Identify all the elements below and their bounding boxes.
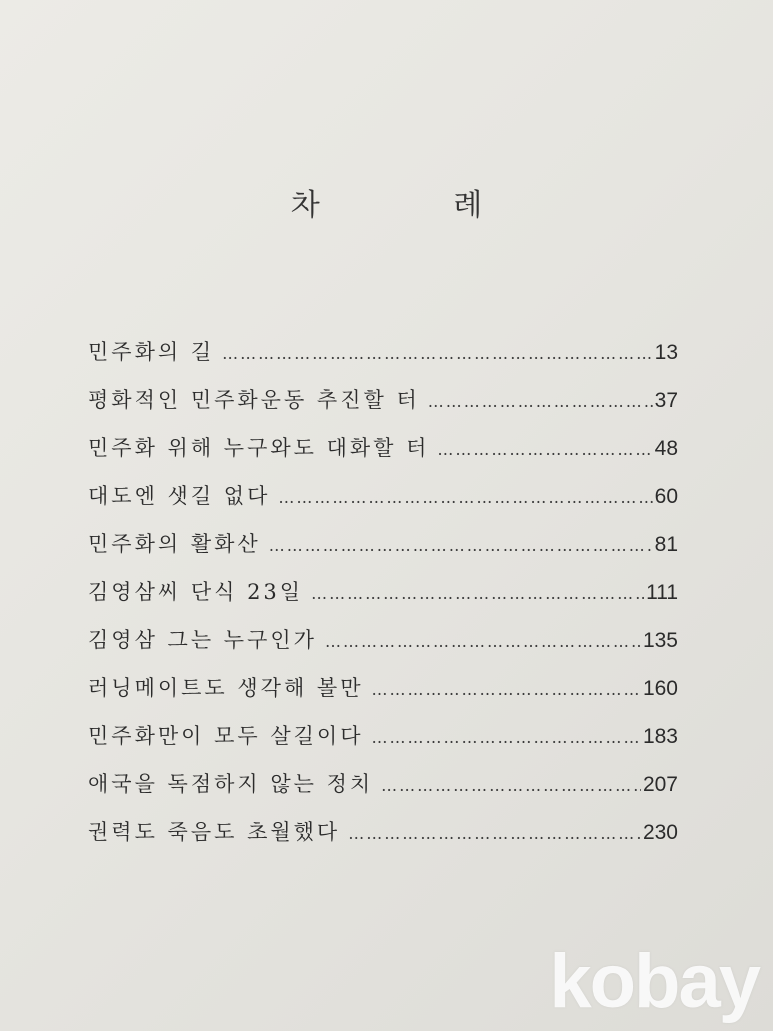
toc-entry-page: 13 bbox=[654, 341, 678, 364]
toc-entry-title: 민주화의 길 bbox=[88, 340, 215, 364]
page-title: 차 례 bbox=[290, 188, 545, 223]
toc-leader-dots bbox=[428, 392, 653, 411]
toc-leader-dots bbox=[311, 584, 644, 603]
toc-entry-title: 김영삼 그는 누구인가 bbox=[88, 628, 317, 652]
toc-entry-page: 207 bbox=[642, 773, 678, 796]
toc-leader-dots bbox=[222, 344, 653, 363]
toc-entry bbox=[88, 720, 678, 768]
toc-leader-dots bbox=[348, 824, 641, 843]
watermark-logo: kobay bbox=[549, 939, 759, 1024]
toc-entry-title: 권력도 죽음도 초월했다 bbox=[88, 820, 341, 844]
toc-leader-dots bbox=[437, 440, 652, 459]
toc-entry bbox=[88, 816, 678, 864]
toc-entry-page: 230 bbox=[642, 821, 678, 844]
toc-entry bbox=[88, 624, 678, 672]
toc-entry-page: 160 bbox=[642, 677, 678, 700]
toc-entry-title: 대도엔 샛길 없다 bbox=[88, 484, 271, 508]
toc-entry-page: 111 bbox=[646, 581, 678, 604]
toc-entry-title: 애국을 독점하지 않는 정치 bbox=[88, 772, 374, 796]
toc-entry-page: 48 bbox=[654, 437, 678, 460]
toc-entry-title: 러닝메이트도 생각해 볼만 bbox=[88, 676, 364, 700]
toc-entry bbox=[88, 336, 678, 384]
toc-entry bbox=[88, 432, 678, 480]
toc-leader-dots bbox=[381, 776, 641, 795]
toc-entry-page: 135 bbox=[642, 629, 678, 652]
toc-entry-title: 김영삼씨 단식 23일 bbox=[88, 580, 304, 604]
toc-entry-page: 81 bbox=[654, 533, 678, 556]
toc-leader-dots bbox=[372, 728, 641, 747]
table-of-contents bbox=[88, 336, 678, 864]
toc-leader-dots bbox=[372, 680, 641, 699]
toc-entry-title: 민주화의 활화산 bbox=[88, 532, 261, 556]
toc-leader-dots bbox=[325, 632, 641, 651]
toc-leader-dots bbox=[278, 488, 652, 507]
toc-entry-title: 평화적인 민주화운동 추진할 터 bbox=[88, 388, 420, 412]
toc-entry bbox=[88, 576, 678, 624]
toc-entry-page: 183 bbox=[642, 725, 678, 748]
toc-entry-page: 37 bbox=[654, 389, 678, 412]
toc-leader-dots bbox=[269, 536, 653, 555]
toc-entry bbox=[88, 384, 678, 432]
toc-entry bbox=[88, 480, 678, 528]
toc-entry-title: 민주화 위해 누구와도 대화할 터 bbox=[88, 436, 430, 460]
toc-entry bbox=[88, 768, 678, 816]
toc-entry-page: 60 bbox=[654, 485, 678, 508]
toc-entry bbox=[88, 672, 678, 720]
toc-entry bbox=[88, 528, 678, 576]
toc-entry-title: 민주화만이 모두 살길이다 bbox=[88, 724, 364, 748]
